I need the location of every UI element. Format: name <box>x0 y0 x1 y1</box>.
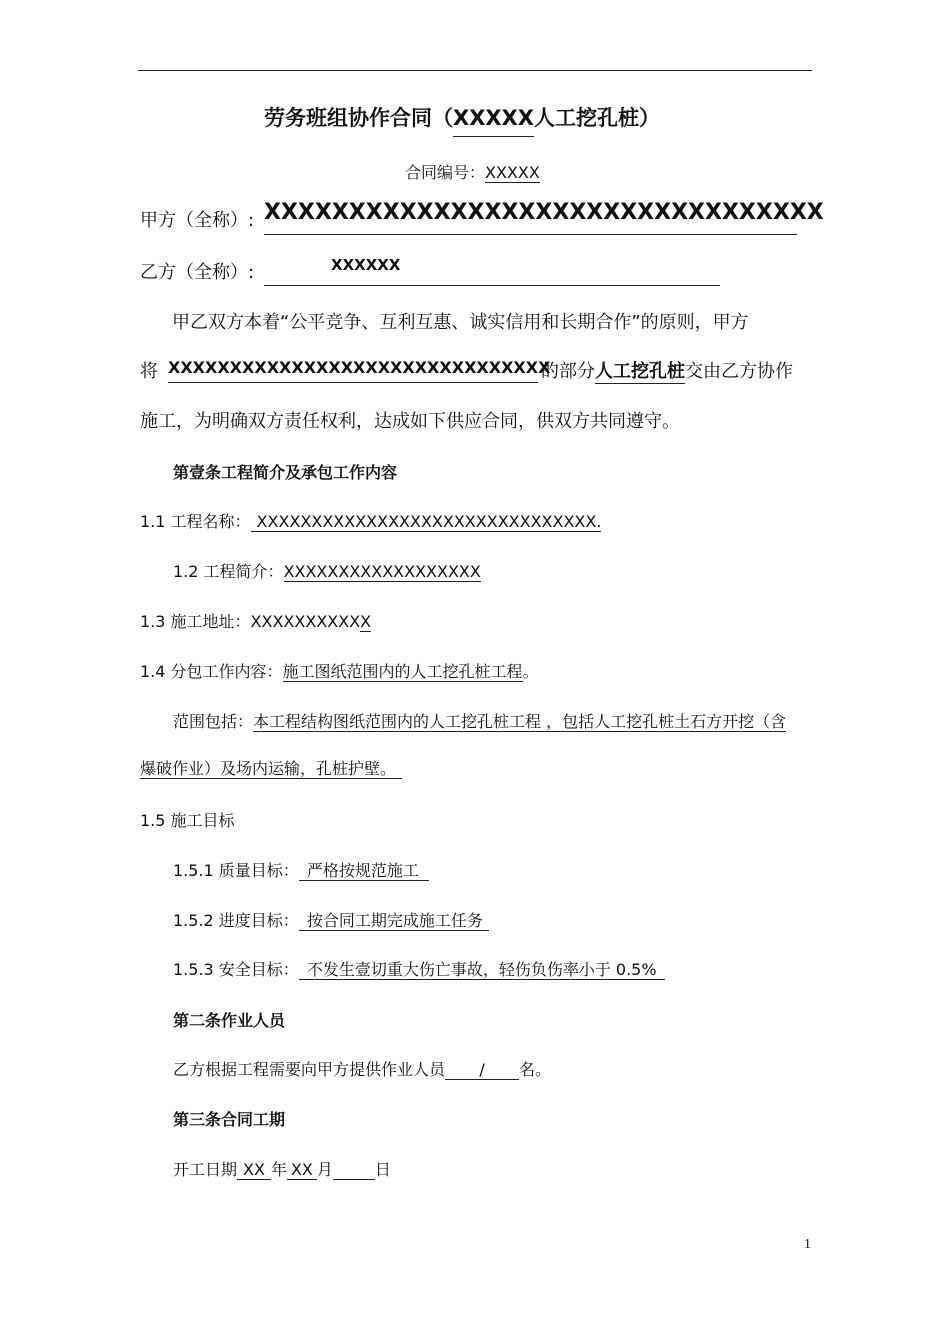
section-1-2 <box>173 559 481 582</box>
contract-number <box>405 160 540 183</box>
s1-5-2-label: 1.5.2 进度目标： <box>173 911 299 930</box>
intro-line-3: 施工，为明确双方责任权利，达成如下供应合同，供双方共同遵守。 <box>140 411 680 432</box>
intro-line-2-rest <box>541 357 793 384</box>
intro-mid: 的部分 <box>541 361 595 382</box>
s1-5-3-value-text: 不发生壹切重大伤亡事故，轻伤负伤率小于 0.5% <box>306 960 657 979</box>
party-b-line <box>264 285 720 286</box>
party-a-row <box>140 206 254 232</box>
header-rule <box>138 70 812 71</box>
s1-3-value-b: X <box>360 612 372 631</box>
contract-no-value: XXXXX <box>485 163 540 182</box>
start-month-text: XX <box>290 1160 313 1179</box>
title-prefix: 劳务班组协作合同（ <box>264 106 453 130</box>
month-char: 月 <box>316 1160 333 1179</box>
section-1-5-1 <box>173 858 429 881</box>
article-2-title: 第二条作业人员 <box>173 1011 286 1030</box>
document-title <box>264 102 660 137</box>
party-a-label: 甲方（全称）: <box>140 210 255 231</box>
intro-line-1: 甲乙双方本着“公平竞争、互利互惠、诚实信用和长期合作”的原则，甲方 <box>172 312 749 333</box>
section-1-1 <box>140 509 601 532</box>
art2-blank-text: / <box>479 1060 485 1079</box>
article-2-text <box>173 1057 551 1080</box>
s1-1-value-text: XXXXXXXXXXXXXXXXXXXXXXXXXXXXXXX. <box>256 512 602 531</box>
title-suffix: 人工挖孔桩） <box>533 106 660 130</box>
s1-5-2-value <box>299 912 489 931</box>
start-label: 开工日期 <box>173 1160 238 1179</box>
intro-scope: 人工挖孔桩 <box>595 361 685 382</box>
s1-5-3-label: 1.5.3 安全目标： <box>173 960 299 979</box>
year-char: 年 <box>270 1160 287 1179</box>
article-1-title: 第壹条工程简介及承包工作内容 <box>173 463 398 482</box>
s1-4-value: 施工图纸范围内的人工挖孔桩工程 <box>282 662 523 681</box>
scope-line-2 <box>140 759 402 779</box>
scope-line-2-text <box>140 760 402 779</box>
start-year-text: XX <box>243 1160 265 1179</box>
s1-5-1-value <box>299 862 429 881</box>
section-1-4 <box>140 659 539 682</box>
day-char: 日 <box>374 1160 391 1179</box>
intro-line-2 <box>140 357 158 383</box>
section-1-5: 1.5 施工目标 <box>140 811 235 830</box>
art2-text-b: 名。 <box>519 1060 552 1079</box>
s1-5-1-value-text: 严格按规范施工 <box>306 861 419 880</box>
s1-2-value: XXXXXXXXXXXXXXXXXX <box>283 562 481 581</box>
section-1-3 <box>140 609 371 632</box>
s1-3-value-a: XXXXXXXXXX <box>250 612 361 631</box>
section-1-5-2 <box>173 908 489 931</box>
s1-1-value <box>251 513 602 532</box>
scope-label: 范围包括： <box>173 712 254 731</box>
s1-1-label: 1.1 工程名称： <box>140 512 251 531</box>
title-blank: XXXXX <box>453 106 534 137</box>
s1-4-end: 。 <box>522 662 539 681</box>
s1-2-label: 1.2 工程简介： <box>173 562 284 581</box>
start-date-row <box>173 1157 391 1180</box>
intro-project-text: XXXXXXXXXXXXXXXXXXXXXXXXXXXXXXX <box>168 358 551 377</box>
intro-end: 交由乙方协作 <box>685 361 793 382</box>
start-month <box>287 1161 317 1180</box>
party-b-row <box>140 258 254 284</box>
party-b-value: XXXXXX <box>331 256 401 274</box>
start-year <box>237 1161 271 1180</box>
art2-blank <box>445 1061 519 1080</box>
scope-line-1 <box>173 709 786 732</box>
party-a-value <box>264 200 824 235</box>
s1-3-label: 1.3 施工地址： <box>140 612 251 631</box>
s1-5-2-value-text: 按合同工期完成施工任务 <box>306 911 483 930</box>
s1-5-3-value <box>299 961 665 980</box>
party-b-label: 乙方（全称）: <box>140 262 255 283</box>
intro-project <box>168 358 551 383</box>
party-a-value-text: XXXXXXXXXXXXXXXXXXXXXXXXXXXXXXXXX <box>264 200 824 225</box>
scope-line-1-text: 本工程结构图纸范围内的人工挖孔桩工程 ，包括人工挖孔桩土石方开挖（含 <box>253 712 787 731</box>
contract-no-label: 合同编号： <box>405 163 486 182</box>
intro-jiang: 将 <box>140 361 158 382</box>
art2-text-a: 乙方根据工程需要向甲方提供作业人员 <box>173 1060 446 1079</box>
start-day-blank <box>333 1161 375 1180</box>
scope-line-2-value: 爆破作业）及场内运输，孔桩护壁。 <box>140 759 397 778</box>
page-number: 1 <box>804 1237 811 1252</box>
article-3-title: 第三条合同工期 <box>173 1110 286 1129</box>
section-1-5-3 <box>173 957 665 980</box>
s1-4-label: 1.4 分包工作内容： <box>140 662 283 681</box>
s1-5-1-label: 1.5.1 质量目标： <box>173 861 299 880</box>
